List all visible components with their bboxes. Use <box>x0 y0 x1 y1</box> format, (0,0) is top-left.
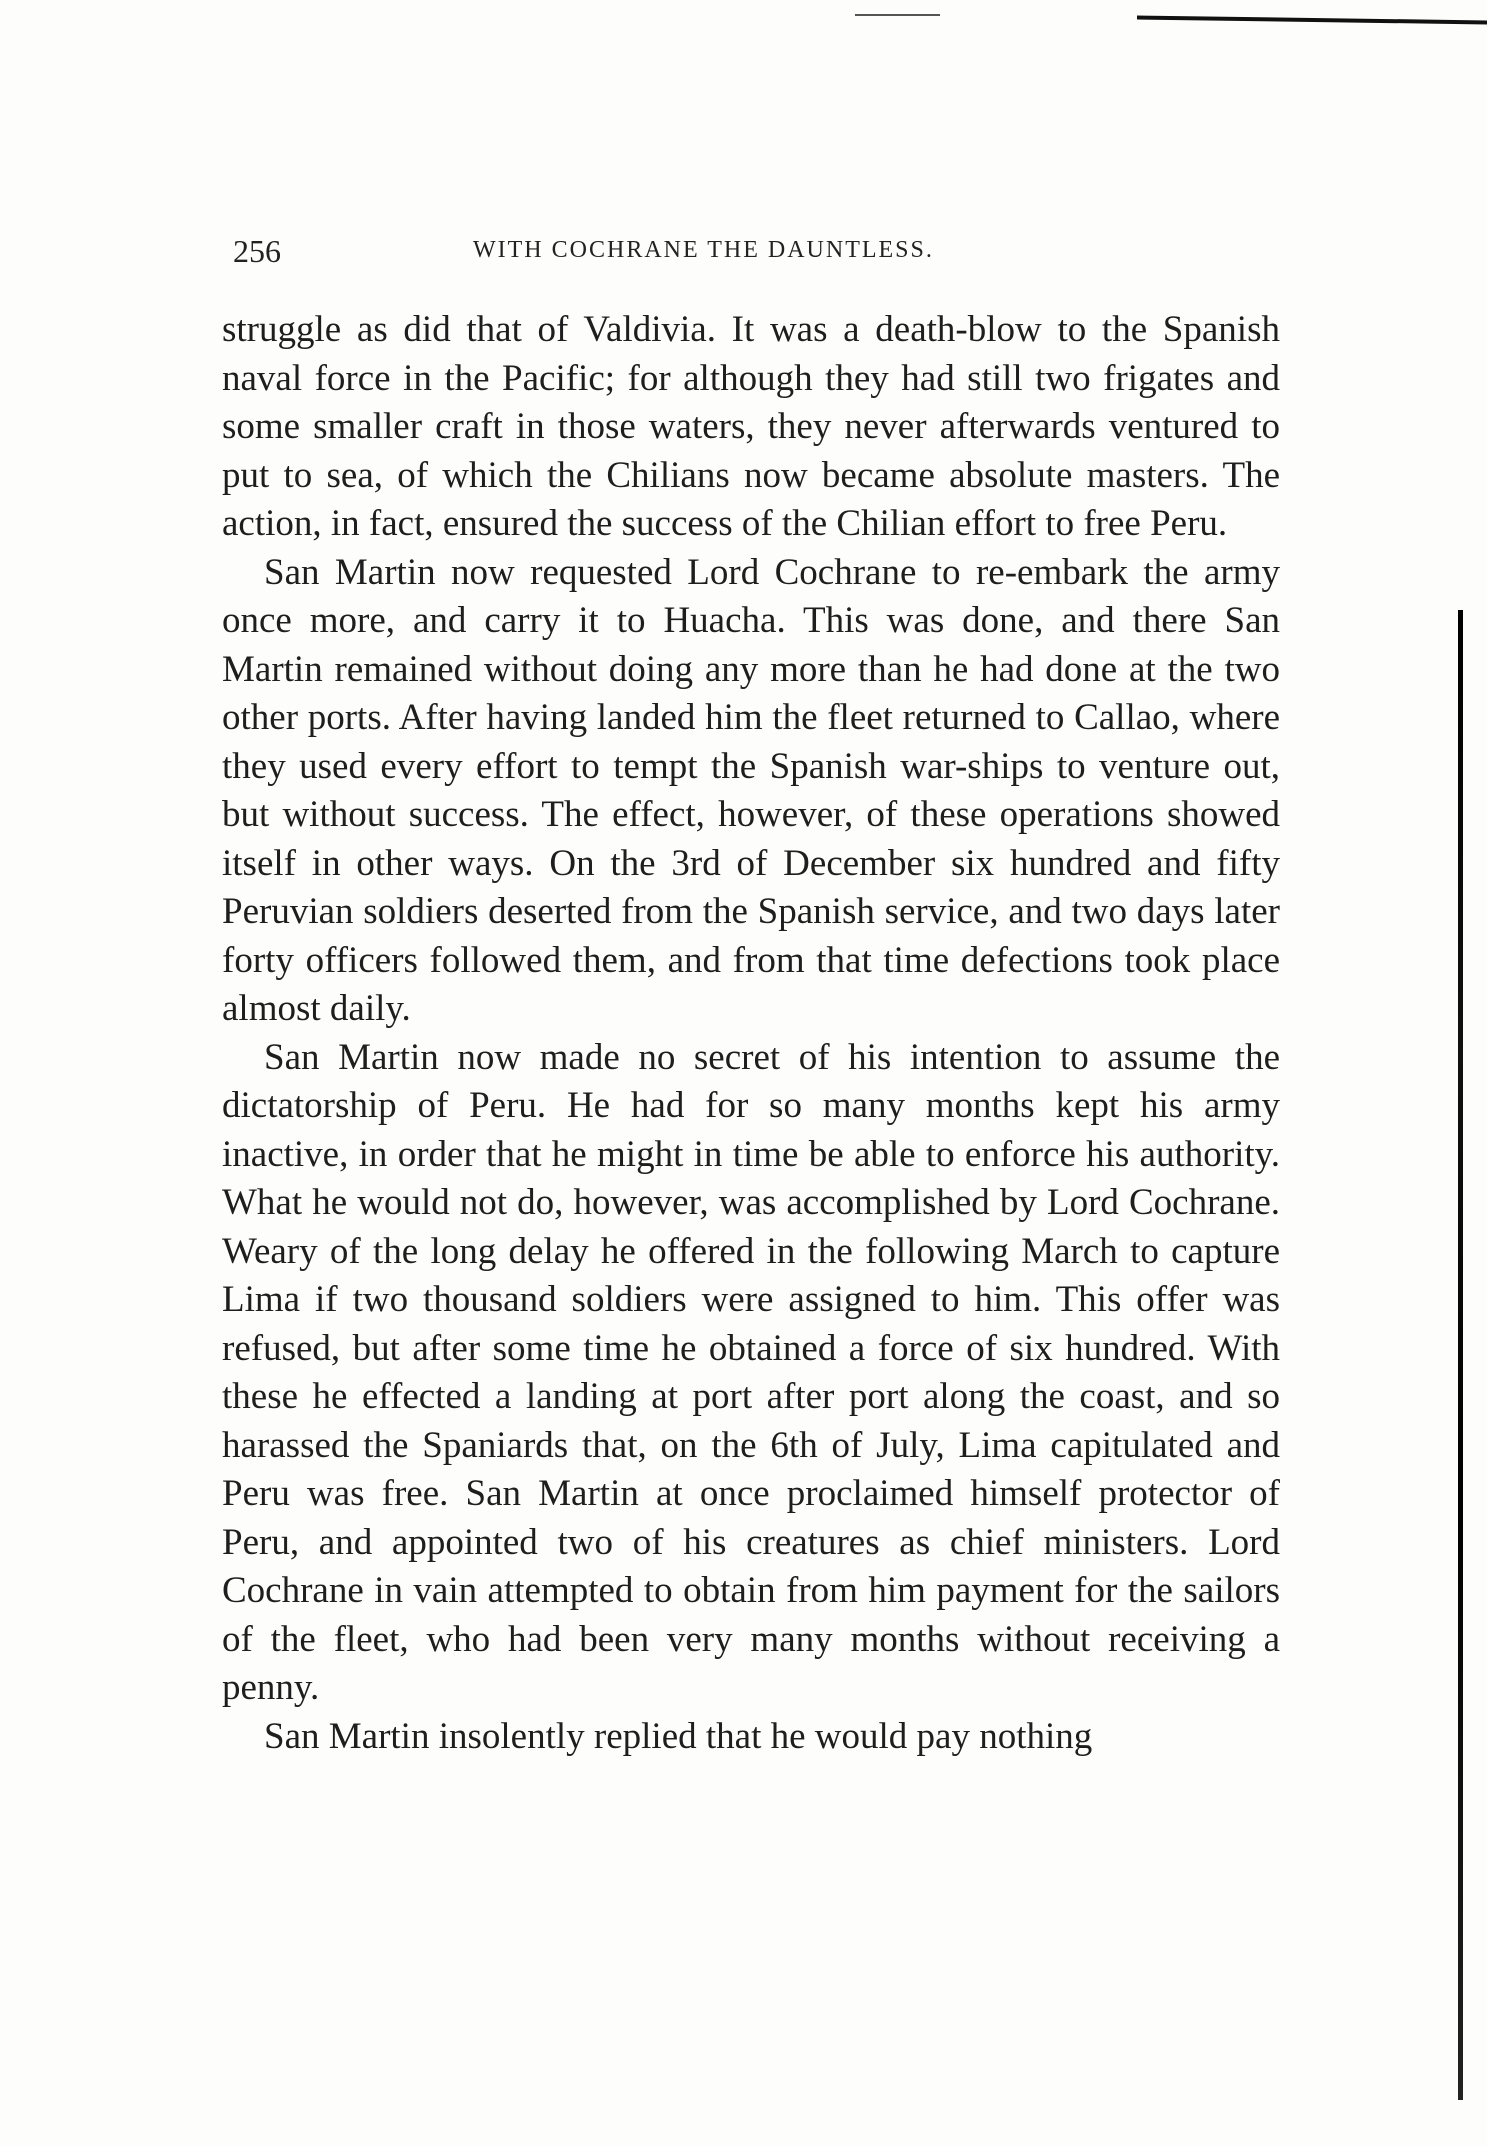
paragraph-2: San Martin now requested Lord Cochrane to re-embark the army once more, and carry it to Huacha. This was done, and there San Martin remained without doing any more than he had done at the two other ports. After having landed him the fleet returned to Callao, where they used every effort to tempt the Spanish war-ships to venture out, but without success. The effect, however, of these operations showed itself in other ways. On the 3rd of December six hundred and fifty Peruvian soldiers deserted from the Spanish service, and two days later forty officers followed them, and from that time defections took place almost daily. <box>222 551 1280 1029</box>
page-header <box>233 233 1280 267</box>
body-text <box>222 306 1280 1761</box>
running-title: WITH COCHRANE THE DAUNTLESS. <box>473 237 934 263</box>
paragraph-3: San Martin now made no secret of his intention to assume the dictatorship of Peru. He had for so many months kept his army inactive, in order that he might in time be able to enforce his authority. What he would not do, however, was accomplished by Lord Cochrane. Weary of the long delay he offered in the following March to capture Lima if two thousand soldiers were assigned to him. This offer was refused, but after some time he obtained a force of six hundred. With these he effected a landing at port after port along the coast, and so harassed the Spaniards that, on the 6th of July, Lima capitulated and Peru was free. San Martin at once proclaimed himself protector of Peru, and appointed two of his creatures as chief ministers. Lord Cochrane in vain attempted to obtain from him payment for the sailors of the fleet, who had been very many months without receiving a penny. <box>222 1036 1280 1708</box>
page-number: 256 <box>233 233 281 269</box>
paragraph-4: San Martin insolently replied that he would pay nothing <box>264 1715 1093 1757</box>
paragraph-1: struggle as did that of Valdivia. It was a death-blow to the Spanish naval force in the Pacific; for although they had still two frigates and some smaller craft in those waters, they never afterwards ventured to put to sea, of which the Chilians now became absolute masters. The action, in fact, ensured the success of the Chilian effort to free Peru. <box>222 309 1280 544</box>
scan-edge-top-right <box>1137 16 1487 25</box>
scan-artifact-top <box>855 14 940 16</box>
scan-edge-right <box>1458 610 1463 2100</box>
